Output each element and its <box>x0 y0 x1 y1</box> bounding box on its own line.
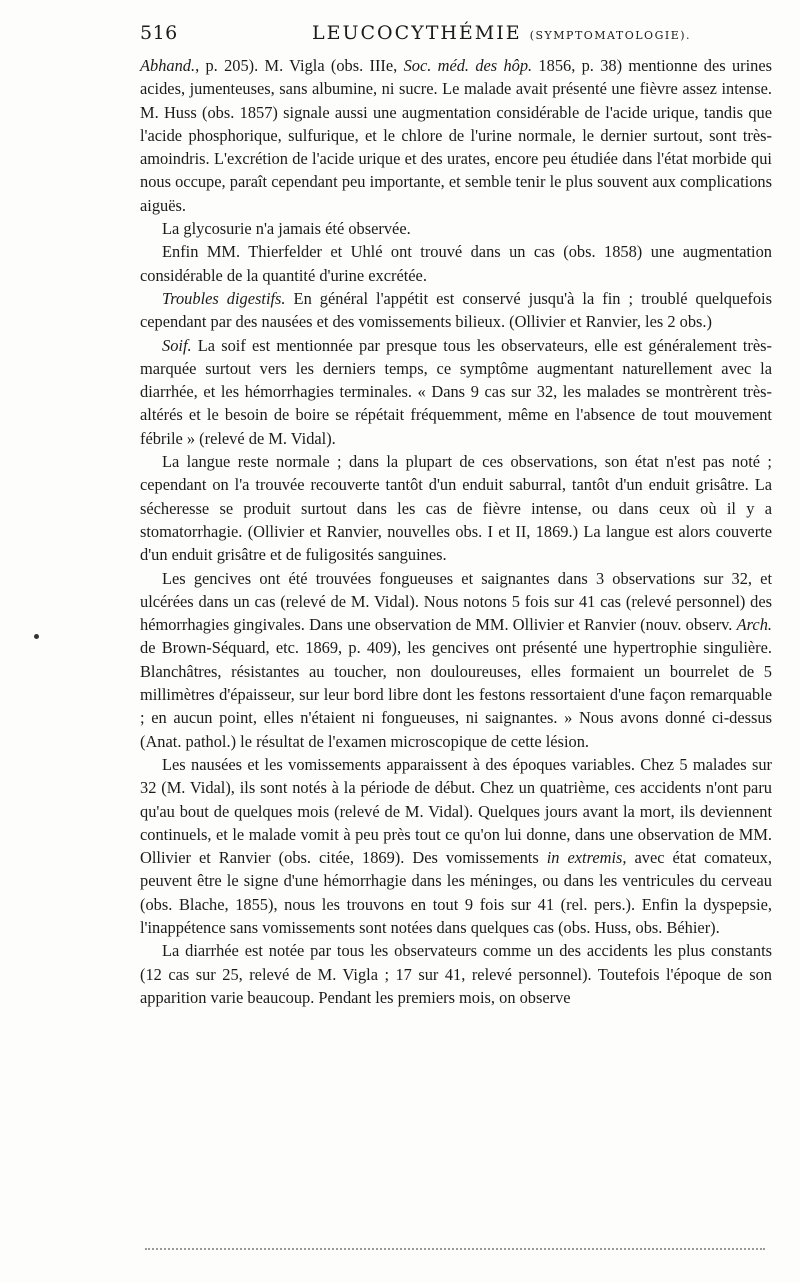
italic-text: in extremis, <box>546 848 627 868</box>
paragraph <box>140 54 772 217</box>
text-run: En général l'appétit est conservé jusqu'à la fin ; troublé quelquefois cependant par des nausées et des vomissements bilieux. (Ollivier et Ranvier, les 2 obs.) <box>140 288 772 332</box>
text-run: Les nausées et les vomissements apparaissent à des époques variables. Chez 5 malades sur 32 (M. Vidal), ils sont notés à la période de début. Chez un quatrième, ces accidents n'ont paru qu'au bout de quelques mois (relevé de M. Vidal). Quelques jours avant la mort, ils deviennent continuels, et le malade vomit à peu près tout ce qu'on lui donne, dans une observation de MM. Ollivier et Ranvier (obs. citée, 1869). Des vomissements <box>140 754 772 868</box>
text-run: La langue reste normale ; dans la plupart de ces observations, son état n'est pas noté ; cependant on l'a trouvée recouverte tantôt d'un enduit saburral, tantôt d'un enduit grisâtre. La sécheresse se produit surtout dans les cas de fièvre intense, ou dans ceux où il y a stomatorrhagie. (Ollivier et Ranvier, nouvelles obs. I et II, 1869.) La langue est alors couverte d'un enduit grisâtre et de fuligosités sanguines. <box>140 452 772 565</box>
text-run: La diarrhée est notée par tous les observateurs comme un des accidents les plus constants (12 cas sur 25, relevé de M. Vigla ; 17 sur 41, relevé personnel). Toutefois l'époque de son apparition varie beaucoup. Pendant les premiers mois, on observe <box>140 941 772 1007</box>
italic-text: Soc. méd. des hôp. <box>403 56 533 75</box>
page-number: 516 <box>140 22 178 44</box>
paragraph <box>140 567 772 753</box>
text-run: La glycosurie n'a jamais été observée. <box>162 219 411 239</box>
text-run: La soif est mentionnée par presque tous les observateurs, elle est généralement très-marquée surtout vers les derniers temps, ce symptôme augmentant naturellement avec la diarrhée, et les hémorrhagies terminales. « Dans 9 cas sur 32, les malades se montrèrent très-altérés et le besoin de boire se répétait fréquemment, même en l'absence de tout mouvement fébrile » (relevé de M. Vidal). <box>140 335 772 448</box>
running-title-main: LEUCOCYTHÉMIE <box>312 22 522 44</box>
running-title-subtitle: (SYMPTOMATOLOGIE). <box>529 29 692 42</box>
page-header <box>140 22 772 52</box>
text-run: avec état comateux, peuvent être le signe d'une hémorrhagie dans les méninges, ou dans les ventricules du cerveau (obs. Blache, 1855), nous les trouvons en tout 9 fois sur 41 (rel. pers.). Enfin la dyspepsie, l'inappétence sans vomissements sont notées dans quelques cas (obs. Huss, obs. Béhier). <box>140 848 772 937</box>
italic-text: Arch. <box>736 615 772 635</box>
paragraph <box>140 240 772 287</box>
italic-text: Abhand. <box>140 56 196 75</box>
text-run: 1856, p. 38) mentionne des urines acides, jumenteuses, sans albumine, ni sucre. Le malade avait présenté une fièvre assez intense. M. Huss (obs. 1857) signale aussi une augmentation considérable de l'acide urique, tandis que l'acide phosphorique, sulfurique, et le chlore de l'urine normale, le dernier surtout, sont très-amoindris. L'excrétion de l'acide urique et des urates, encore peu étudiée dans l'état morbide qui nous occupe, paraît cependant peu importante, et semble tenir le plus souvent aux complications aiguës. <box>140 56 773 215</box>
footer-rule <box>145 1248 765 1250</box>
paragraph <box>140 217 772 240</box>
running-title <box>312 22 691 44</box>
text-run: Enfin MM. Thierfelder et Uhlé ont trouvé dans un cas (obs. 1858) une augmentation considérable de la quantité d'urine excrétée. <box>140 242 772 285</box>
paragraph <box>140 334 772 450</box>
text-run: de Brown-Séquard, etc. 1869, p. 409), les gencives ont présenté une hypertrophie singulière. Blanchâtres, résistantes au toucher, non douloureuses, elles formaient un bourrelet de 5 millimètres d'épaisseur, sur leur bord libre dont les festons ressortaient d'une façon remarquable ; en aucun point, elles n'étaient ni fongueuses, ni saignantes. » Nous avons donné ci-dessus (Anat. pathol.) le résultat de l'examen microscopique de cette lésion. <box>140 638 772 751</box>
italic-text: Troubles digestifs. <box>162 288 286 308</box>
paragraph <box>140 939 772 1009</box>
paragraph <box>140 753 772 939</box>
margin-mark <box>34 634 39 639</box>
text-run: , p. 205). M. Vigla (obs. IIIe, <box>195 56 404 75</box>
italic-text: Soif. <box>162 335 192 355</box>
text-run: Les gencives ont été trouvées fongueuses et saignantes dans 3 observations sur 32, et ulcérées dans un cas (relevé de M. Vidal). Nous notons 5 fois sur 41 cas (relevé personnel) des hémorrhagies gingivales. Dans une observation de MM. Ollivier et Ranvier (nouv. observ. <box>140 568 772 635</box>
paragraph <box>140 450 772 566</box>
body-text <box>140 54 772 1009</box>
paragraph <box>140 287 772 334</box>
